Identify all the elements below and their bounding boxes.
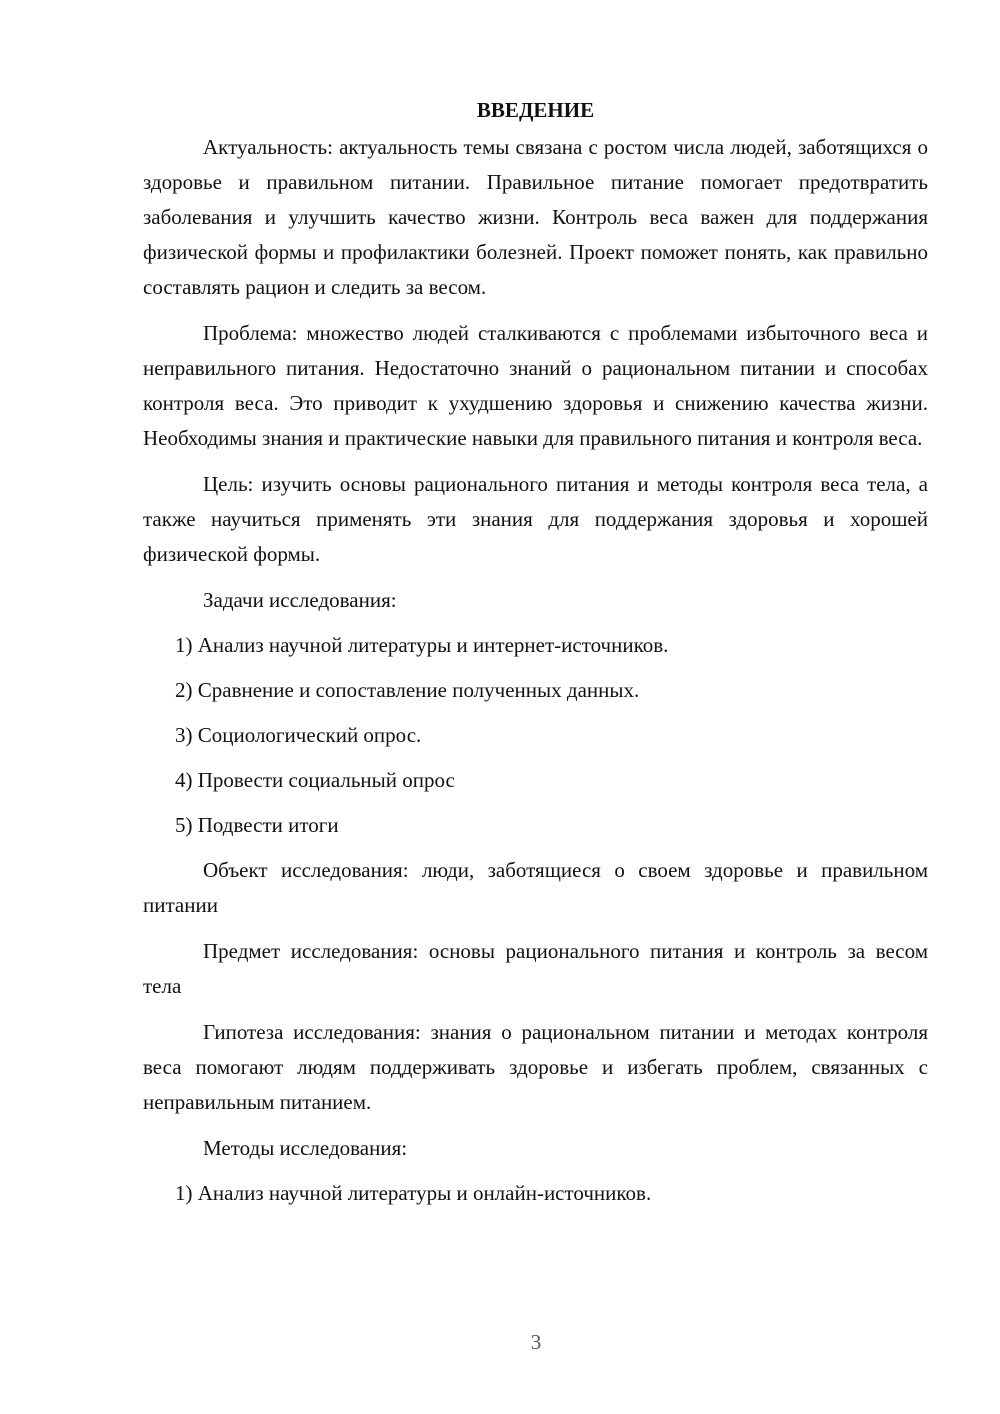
problem-paragraph: Проблема: множество людей сталкиваются с проблемами избыточного веса и неправильного питания. Недостаточно знаний о рациональном питании и способах контроля веса. Это приводит к ухудшению здоровья и снижению качества жизни. Необходимы знания и практические навыки для правильного питания и контроля веса. bbox=[143, 321, 928, 450]
hypothesis-paragraph: Гипотеза исследования: знания о рациональном питании и методах контроля веса помогают людям поддерживать здоровье и избегать проблем, связанных с неправильным питанием. bbox=[143, 1020, 928, 1114]
methods-label: Методы исследования: bbox=[203, 1136, 408, 1160]
subject-paragraph: Предмет исследования: основы рационального питания и контроль за весом тела bbox=[143, 939, 928, 998]
object-paragraph: Объект исследования: люди, заботящиеся о своем здоровье и правильном питании bbox=[143, 858, 928, 917]
list-item: 3) Социологический опрос. bbox=[175, 723, 422, 747]
list-item: 1) Анализ научной литературы и интернет-источников. bbox=[175, 633, 669, 657]
tasks-list bbox=[143, 628, 928, 843]
page-content bbox=[143, 93, 928, 1221]
methods-list bbox=[143, 1176, 928, 1211]
list-item: 4) Провести социальный опрос bbox=[175, 768, 455, 792]
list-item: 1) Анализ научной литературы и онлайн-источников. bbox=[175, 1181, 652, 1205]
relevance-paragraph: Актуальность: актуальность темы связана с ростом числа людей, заботящихся о здоровье и правильном питании. Правильное питание помогает предотвратить заболевания и улучшить качество жизни. Контроль веса важен для поддержания физической формы и профилактики болезней. Проект поможет понять, как правильно составлять рацион и следить за весом. bbox=[143, 135, 928, 299]
goal-paragraph: Цель: изучить основы рационального питания и методы контроля веса тела, а также научиться применять эти знания для поддержания здоровья и хорошей физической формы. bbox=[143, 472, 928, 566]
section-title: ВВЕДЕНИЕ bbox=[476, 98, 595, 122]
list-item: 2) Сравнение и сопоставление полученных данных. bbox=[175, 678, 640, 702]
list-item: 5) Подвести итоги bbox=[175, 813, 339, 837]
page-number: 3 bbox=[530, 1330, 542, 1354]
tasks-label: Задачи исследования: bbox=[203, 588, 397, 612]
